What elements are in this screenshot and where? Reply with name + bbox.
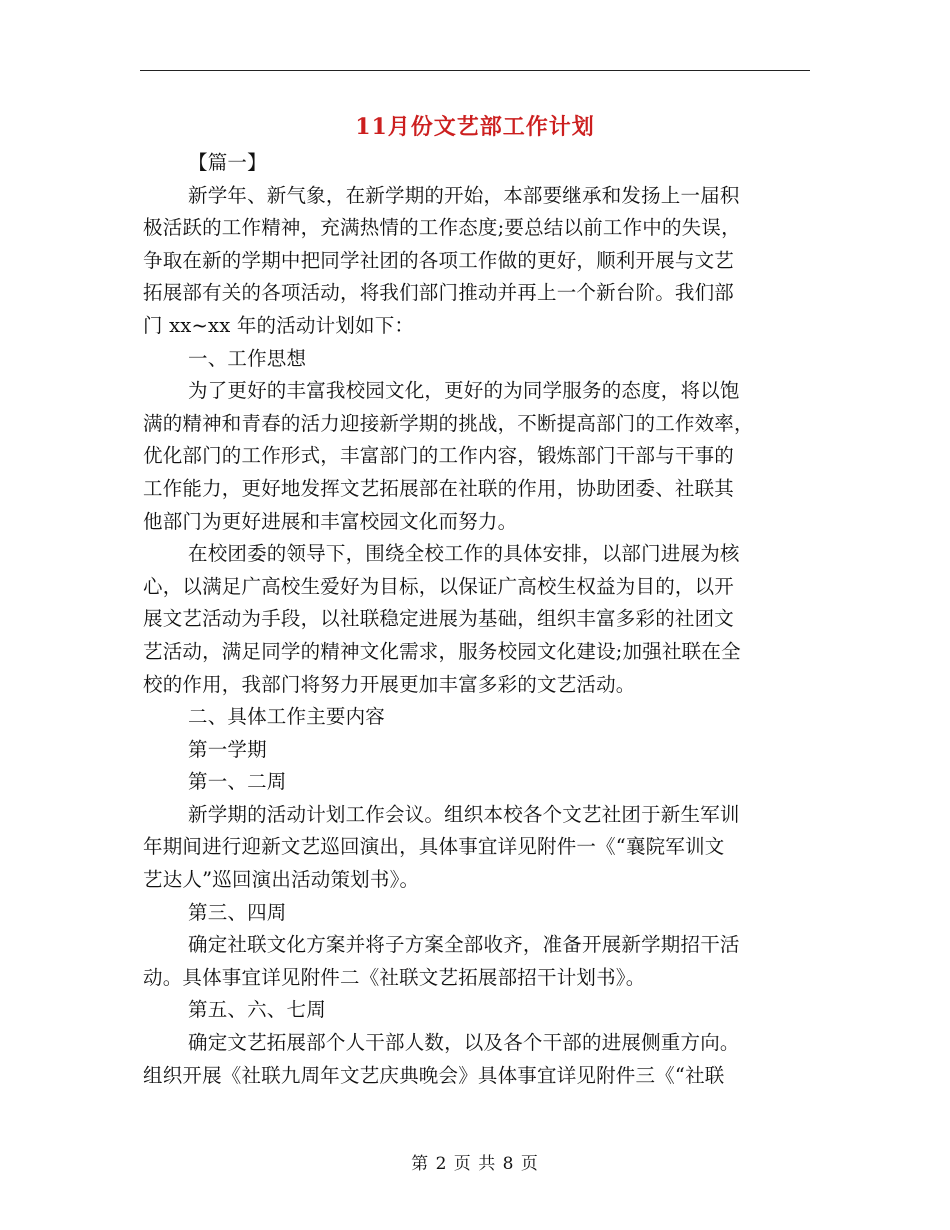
document-body [143, 147, 813, 1092]
body-line: 艺活动，满足同学的精神文化需求，服务校园文化建设;加强社联在全 [143, 639, 741, 663]
body-line: 心，以满足广高校生爱好为目标，以保证广高校生权益为目的，以开 [143, 574, 735, 598]
document-title: 11月份文艺部工作计划 [355, 114, 595, 140]
body-line: 艺达人”巡回演出活动策划书》。 [143, 868, 420, 892]
body-line: 新学年、新气象，在新学期的开始，本部要继承和发扬上一届积 [188, 183, 740, 207]
body-line: 确定社联文化方案并将子方案全部收齐，准备开展新学期招干活 [188, 933, 740, 957]
body-line: 新学期的活动计划工作会议。组织本校各个文艺社团于新生军训 [188, 802, 740, 826]
body-line: 门 xx~xx 年的活动计划如下： [143, 313, 415, 337]
body-line: 确定文艺拓展部个人干部人数，以及各个干部的进展侧重方向。 [188, 1031, 740, 1055]
body-line: 一、工作思想 [188, 346, 307, 370]
header-rule [140, 70, 810, 71]
body-line: 在校团委的领导下，围绕全校工作的具体安排，以部门进展为核 [188, 542, 740, 566]
body-line: 拓展部有关的各项活动，将我们部门推动并再上一个新台阶。我们部 [143, 281, 735, 305]
body-line: 优化部门的工作形式，丰富部门的工作内容，锻炼部门干部与干事的 [143, 444, 735, 468]
body-line: 组织开展《社联九周年文艺庆典晚会》具体事宜详见附件三《“社联 [143, 1063, 725, 1087]
body-line: 二、具体工作主要内容 [188, 705, 386, 729]
page-number-footer: 第 2 页 共 8 页 [411, 1154, 539, 1174]
body-line: 展文艺活动为手段，以社联稳定进展为基础，组织丰富多彩的社团文 [143, 607, 735, 631]
body-line: 年期间进行迎新文艺巡回演出，具体事宜详见附件一《“襄院军训文 [143, 835, 725, 859]
body-line: 争取在新的学期中把同学社团的各项工作做的更好，顺利开展与文艺 [143, 248, 735, 272]
body-line: 第一学期 [188, 737, 267, 761]
body-line: 极活跃的工作精神，充满热情的工作态度;要总结以前工作中的失误， [143, 216, 741, 240]
body-line: 工作能力，更好地发挥文艺拓展部在社联的作用，协助团委、社联其 [143, 476, 735, 500]
body-line: 第一、二周 [188, 770, 287, 794]
body-line: 满的精神和青春的活力迎接新学期的挑战，不断提高部门的工作效率， [143, 411, 754, 435]
body-line: 第三、四周 [188, 900, 287, 924]
body-line: 【篇一】 [188, 151, 267, 174]
body-line: 第五、六、七周 [188, 998, 326, 1022]
body-line: 他部门为更好进展和丰富校园文化而努力。 [143, 509, 518, 533]
body-line: 校的作用，我部门将努力开展更加丰富多彩的文艺活动。 [143, 672, 636, 696]
body-line: 动。具体事宜详见附件二《社联文艺拓展部招干计划书》。 [143, 965, 646, 989]
body-line: 为了更好的丰富我校园文化，更好的为同学服务的态度，将以饱 [188, 379, 740, 403]
